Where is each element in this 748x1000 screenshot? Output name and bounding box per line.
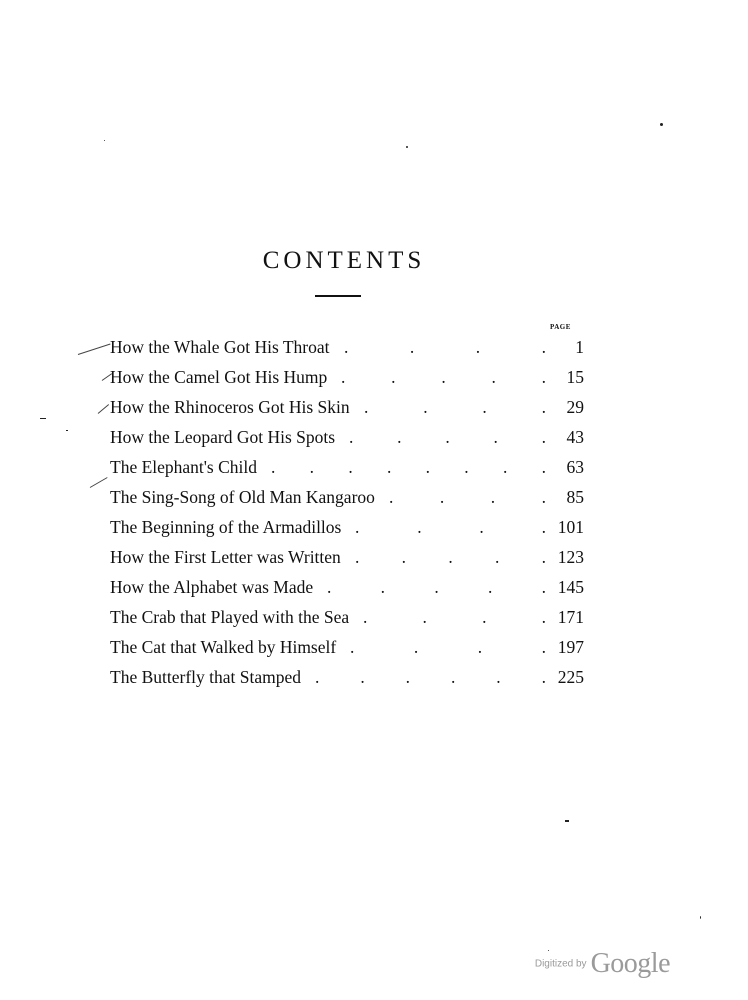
- toc-page-number: 171: [557, 607, 584, 627]
- digitized-watermark: [535, 948, 670, 980]
- toc-page-number: 123: [557, 547, 584, 567]
- toc-dot-leader: . . . . .: [327, 577, 546, 597]
- toc-page-number: 15: [566, 367, 584, 387]
- page-title: CONTENTS: [262, 246, 426, 274]
- toc-page-number: 85: [566, 487, 584, 507]
- toc-dot-leader: . . . .: [363, 607, 546, 627]
- toc-entry-title: How the Leopard Got His Spots: [110, 427, 336, 447]
- toc-dot-leader: . . . .: [355, 517, 546, 537]
- toc-entry-title: How the Camel Got His Hump: [110, 367, 328, 387]
- page-column-label: PAGE: [550, 323, 571, 331]
- toc-entry-title: The Elephant's Child: [110, 457, 258, 477]
- toc-entry[interactable]: [110, 452, 590, 482]
- toc-page-number: 101: [557, 517, 584, 537]
- toc-dot-leader: . . . .: [389, 487, 546, 507]
- toc-entry[interactable]: [110, 392, 590, 422]
- toc-page-number: 225: [557, 667, 584, 687]
- toc-entry-title: The Cat that Walked by Himself: [110, 637, 337, 657]
- watermark-prefix: Digitized by: [534, 958, 587, 970]
- toc-entry-title: The Crab that Played with the Sea: [110, 607, 350, 627]
- toc-entry-title: How the Rhinoceros Got His Skin: [110, 397, 350, 417]
- toc-dot-leader: . . . . .: [355, 547, 546, 567]
- toc-dot-leader: . . . .: [344, 337, 546, 357]
- google-logo: Google: [590, 948, 670, 979]
- toc-entry[interactable]: [110, 332, 590, 362]
- toc-entry[interactable]: [110, 542, 590, 572]
- toc-entry[interactable]: [110, 362, 590, 392]
- toc-page-number: 1: [575, 337, 584, 357]
- toc-dot-leader: . . . . .: [349, 427, 546, 447]
- toc-entry-title: How the First Letter was Written: [110, 547, 341, 567]
- toc-entry[interactable]: [110, 572, 590, 602]
- toc-entry[interactable]: [110, 512, 590, 542]
- title-rule: [315, 295, 361, 297]
- toc-dot-leader: . . . .: [350, 637, 546, 657]
- toc-entry[interactable]: [110, 422, 590, 452]
- toc-entry-title: The Beginning of the Armadillos: [110, 517, 342, 537]
- toc-page-number: 43: [566, 427, 584, 447]
- toc-entry[interactable]: [110, 602, 590, 632]
- toc-entry[interactable]: [110, 632, 590, 662]
- toc-dot-leader: . . . . .: [341, 367, 546, 387]
- toc-entry-title: The Sing-Song of Old Man Kangaroo: [110, 487, 375, 507]
- toc-entry[interactable]: [110, 662, 590, 692]
- toc-dot-leader: . . . . . . . .: [271, 457, 546, 477]
- toc-entry-title: The Butterfly that Stamped: [110, 667, 301, 687]
- toc-dot-leader: . . . .: [364, 397, 546, 417]
- toc-entry-title: How the Whale Got His Throat: [110, 337, 330, 357]
- toc-entry[interactable]: [110, 482, 590, 512]
- toc-dot-leader: . . . . . .: [315, 667, 546, 687]
- toc-page-number: 63: [566, 457, 584, 477]
- toc-page-number: 29: [566, 397, 584, 417]
- table-of-contents: [110, 332, 590, 692]
- toc-entry-title: How the Alphabet was Made: [110, 577, 314, 597]
- toc-page-number: 197: [557, 637, 584, 657]
- toc-page-number: 145: [557, 577, 584, 597]
